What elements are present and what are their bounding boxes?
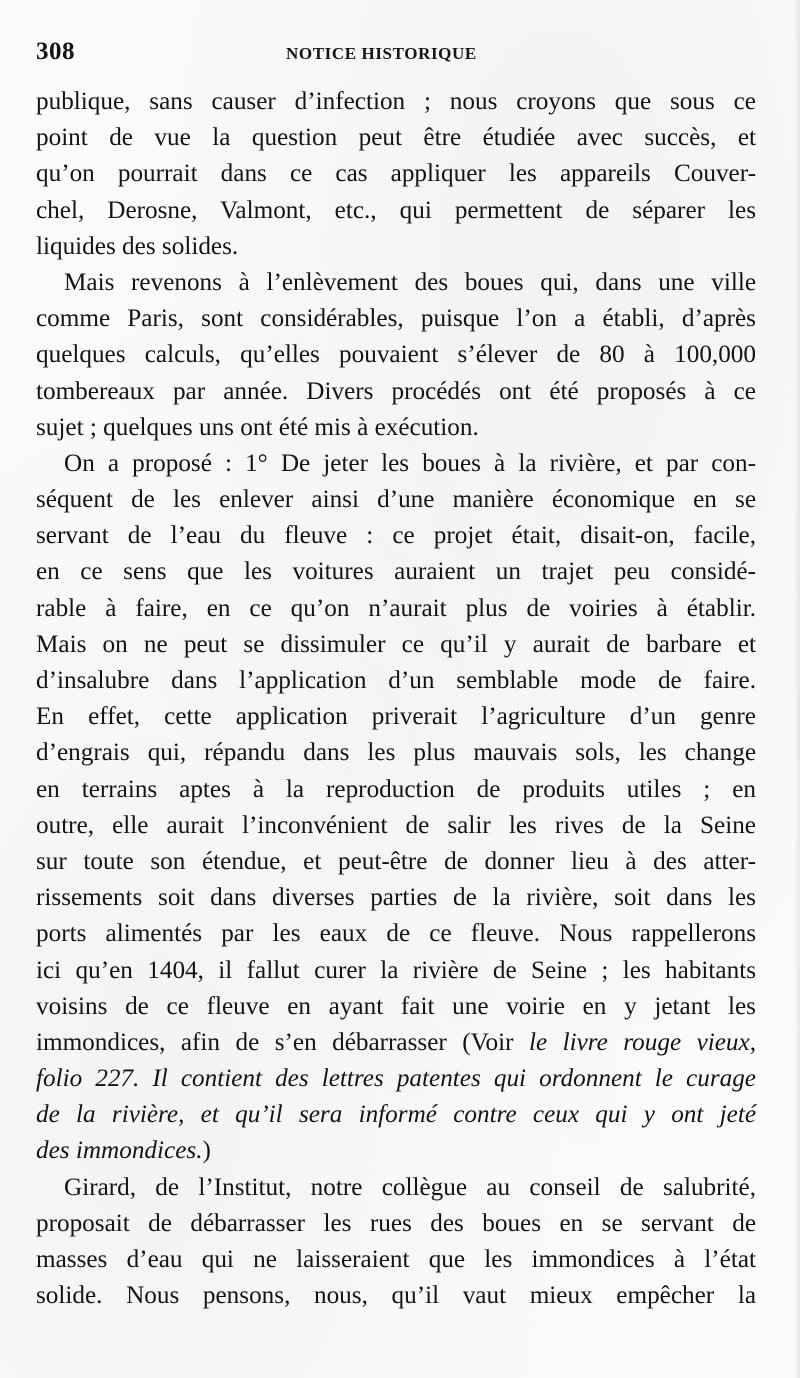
text-line: sujet ; quelques uns ont été mis à exécution. [36, 413, 479, 441]
text-line: des immondices.) [36, 1137, 211, 1165]
text-line: d’engrais qui, répandu dans les plus mauvais sols, les change [36, 739, 756, 767]
text-line: liquides des solides. [36, 232, 239, 260]
text-line: quelques calculs, qu’elles pouvaient s’élever de 80 à 100,000 [36, 341, 756, 369]
page-edge-shadow [794, 0, 800, 1378]
text-line: voisins de ce fleuve en ayant fait une voirie en y jetant les [36, 992, 756, 1020]
text-line: comme Paris, sont considérables, puisque l’on a établi, d’après [36, 305, 756, 333]
citation-italic: le livre rouge vieux, [529, 1028, 757, 1056]
text-line: servant de l’eau du fleuve : ce projet était, disait-on, facile, [36, 522, 756, 550]
citation-italic: des immondices. [36, 1137, 203, 1165]
text-line: immondices, afin de s’en débarrasser (Voir le livre rouge vieux, [36, 1028, 757, 1056]
text-line: masses d’eau qui ne laisseraient que les immondices à l’état [36, 1246, 756, 1273]
text-line: publique, sans causer d’infection ; nous croyons que sous ce [36, 88, 756, 115]
text-line: en ce sens que les voitures auraient un trajet peu considé- [36, 558, 756, 586]
text-line: On a proposé : 1° De jeter les boues à la rivière, et par con- [64, 449, 756, 477]
text-line: Girard, de l’Institut, notre collègue au conseil de salubrité, [64, 1173, 756, 1201]
text-line: rable à faire, en ce qu’on n’aurait plus de voiries à établir. [36, 594, 756, 622]
running-title: NOTICE HISTORIQUE [286, 44, 477, 63]
text-line: de la rivière, et qu’il sera informé contre ceux qui y ont jeté [36, 1101, 756, 1129]
running-head [36, 38, 756, 74]
text-line: rissements soit dans diverses parties de la rivière, soit dans les [36, 884, 756, 912]
text-line: en terrains aptes à la reproduction de produits utiles ; en [36, 775, 756, 803]
page-number: 308 [36, 38, 75, 65]
text-line: outre, elle aurait l’inconvénient de salir les rives de la Seine [36, 811, 756, 839]
text-line: sur toute son étendue, et peut-être de donner lieu à des atter- [36, 847, 756, 875]
body-text [36, 84, 756, 1314]
text-line: solide. Nous pensons, nous, qu’il vaut mieux empêcher la [36, 1282, 756, 1310]
text-line: proposait de débarrasser les rues des boues en se servant de [36, 1209, 756, 1237]
text-line: ici qu’en 1404, il fallut curer la rivière de Seine ; les habitants [36, 956, 756, 984]
text-line: folio 227. Il contient des lettres patentes qui ordonnent le curage [36, 1065, 756, 1093]
text-line: point de vue la question peut être étudiée avec succès, et [36, 124, 756, 152]
text-line: En effet, cette application priverait l’agriculture d’un genre [36, 703, 756, 731]
text-line: d’insalubre dans l’application d’un semblable mode de faire. [36, 667, 756, 694]
text-line: qu’on pourrait dans ce cas appliquer les appareils Couver- [36, 160, 756, 188]
text-line: séquent de les enlever ainsi d’une manière économique en se [36, 486, 756, 514]
text-line: chel, Derosne, Valmont, etc., qui permettent de séparer les [36, 196, 756, 224]
text-line: Mais revenons à l’enlèvement des boues qui, dans une ville [64, 268, 756, 296]
text-line: tombereaux par année. Divers procédés ont été proposés à ce [36, 377, 756, 405]
text-line: Mais on ne peut se dissimuler ce qu’il y aurait de barbare et [36, 630, 756, 658]
text-line: ports alimentés par les eaux de ce fleuve. Nous rappellerons [36, 920, 756, 948]
